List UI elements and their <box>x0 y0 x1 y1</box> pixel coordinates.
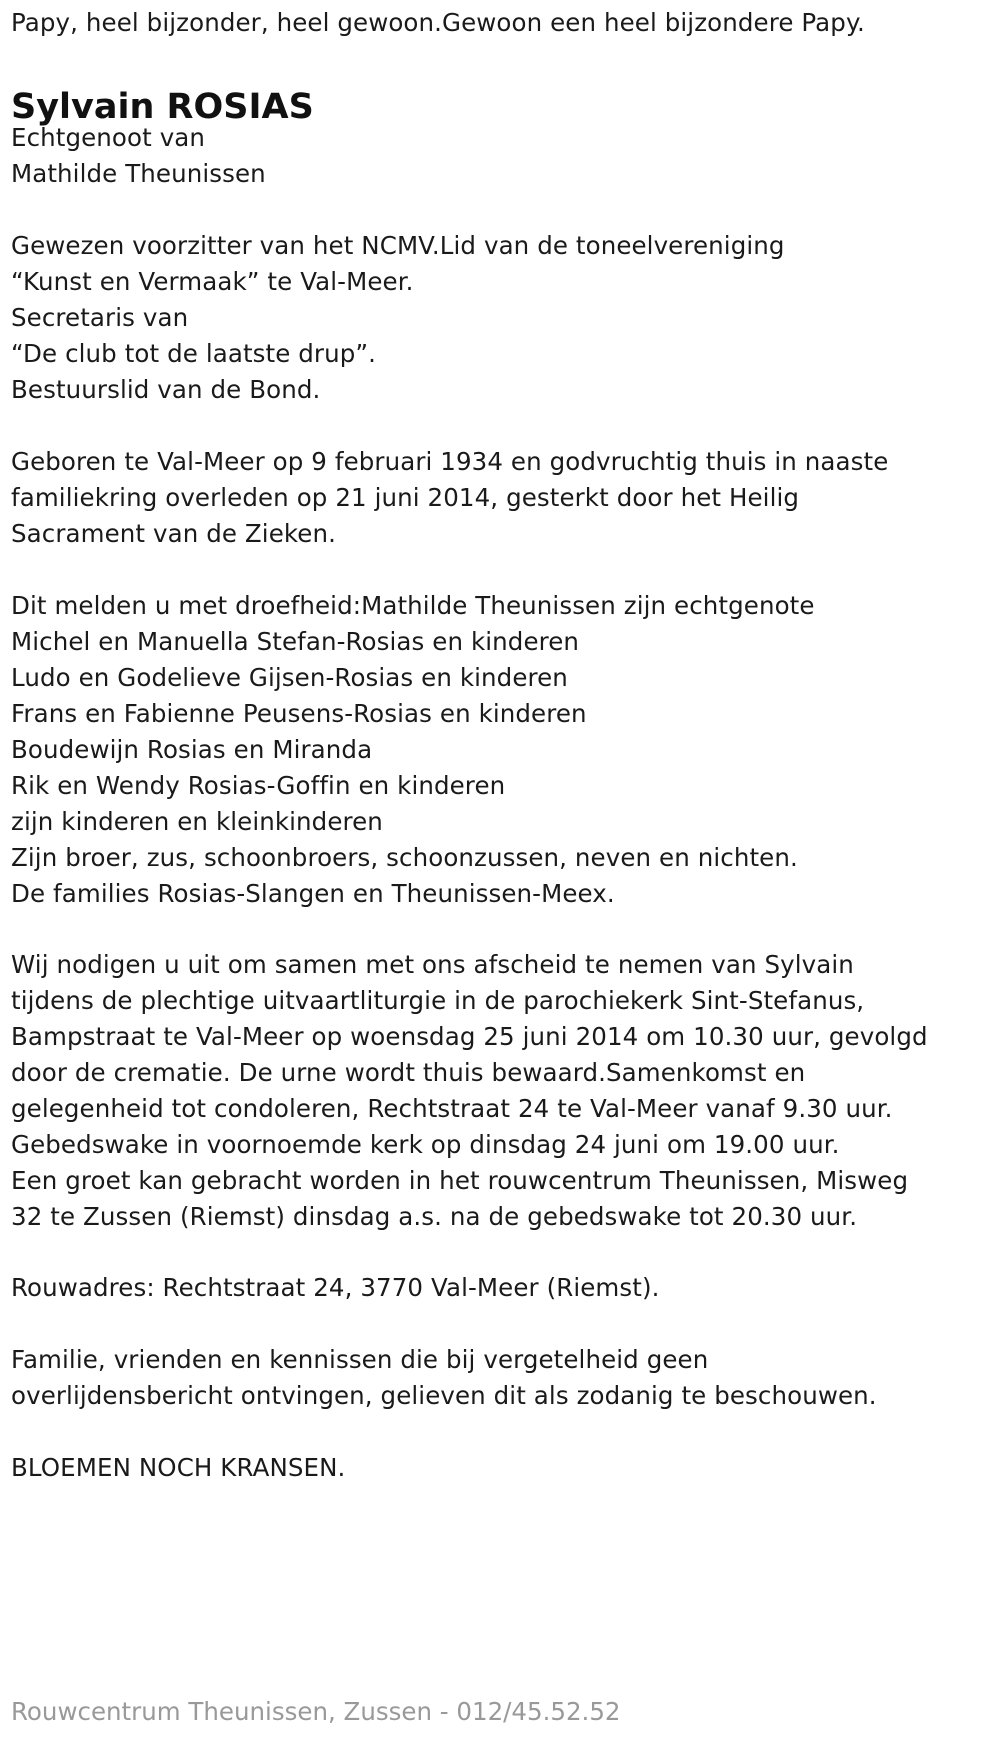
mourning-address: Rouwadres: Rechtstraat 24, 3770 Val-Meer (Riemst). <box>11 1273 660 1302</box>
family-line: zijn kinderen en kleinkinderen <box>11 807 383 836</box>
notice-line: Familie, vrienden en kennissen die bij vergetelheid geen <box>11 1345 709 1374</box>
ceremony-line: gelegenheid tot condoleren, Rechtstraat 24 te Val-Meer vanaf 9.30 uur. <box>11 1094 893 1123</box>
role-line: Secretaris van <box>11 303 189 332</box>
role-line: “De club tot de laatste drup”. <box>11 339 377 368</box>
birth-death-line: Sacrament van de Zieken. <box>11 519 336 548</box>
birth-death-line: Geboren te Val-Meer op 9 februari 1934 en godvruchtig thuis in naaste <box>11 447 889 476</box>
flowers-note: BLOEMEN NOCH KRANSEN. <box>11 1453 346 1482</box>
spouse-name: Mathilde Theunissen <box>11 159 266 188</box>
family-line: De families Rosias-Slangen en Theunissen-Meex. <box>11 879 615 908</box>
spouse-label: Echtgenoot van <box>11 123 206 152</box>
family-line: Dit melden u met droefheid:Mathilde Theunissen zijn echtgenote <box>11 591 815 620</box>
ceremony-line: Gebedswake in voornoemde kerk op dinsdag 24 juni om 19.00 uur. <box>11 1130 840 1159</box>
family-line: Boudewijn Rosias en Miranda <box>11 735 373 764</box>
ceremony-line: Bampstraat te Val-Meer op woensdag 25 juni 2014 om 10.30 uur, gevolgd <box>11 1022 928 1051</box>
role-line: “Kunst en Vermaak” te Val-Meer. <box>11 267 414 296</box>
funeral-home-footer: Rouwcentrum Theunissen, Zussen - 012/45.52.52 <box>11 1697 621 1726</box>
ceremony-line: Een groet kan gebracht worden in het rouwcentrum Theunissen, Misweg <box>11 1166 909 1195</box>
family-line: Frans en Fabienne Peusens-Rosias en kinderen <box>11 699 587 728</box>
deceased-name: Sylvain ROSIAS <box>11 87 314 127</box>
ceremony-line: 32 te Zussen (Riemst) dinsdag a.s. na de gebedswake tot 20.30 uur. <box>11 1202 858 1231</box>
notice-line: overlijdensbericht ontvingen, gelieven dit als zodanig te beschouwen. <box>11 1381 877 1410</box>
ceremony-line: tijdens de plechtige uitvaartliturgie in de parochiekerk Sint-Stefanus, <box>11 986 865 1015</box>
family-line: Michel en Manuella Stefan-Rosias en kinderen <box>11 627 580 656</box>
family-line: Rik en Wendy Rosias-Goffin en kinderen <box>11 771 506 800</box>
role-line: Bestuurslid van de Bond. <box>11 375 321 404</box>
family-line: Ludo en Godelieve Gijsen-Rosias en kinderen <box>11 663 568 692</box>
family-line: Zijn broer, zus, schoonbroers, schoonzussen, neven en nichten. <box>11 843 798 872</box>
role-line: Gewezen voorzitter van het NCMV.Lid van de toneelvereniging <box>11 231 785 260</box>
birth-death-line: familiekring overleden op 21 juni 2014, gesterkt door het Heilig <box>11 483 800 512</box>
intro-quote: Papy, heel bijzonder, heel gewoon.Gewoon een heel bijzondere Papy. <box>11 8 865 37</box>
ceremony-line: Wij nodigen u uit om samen met ons afscheid te nemen van Sylvain <box>11 950 854 979</box>
ceremony-line: door de crematie. De urne wordt thuis bewaard.Samenkomst en <box>11 1058 806 1087</box>
